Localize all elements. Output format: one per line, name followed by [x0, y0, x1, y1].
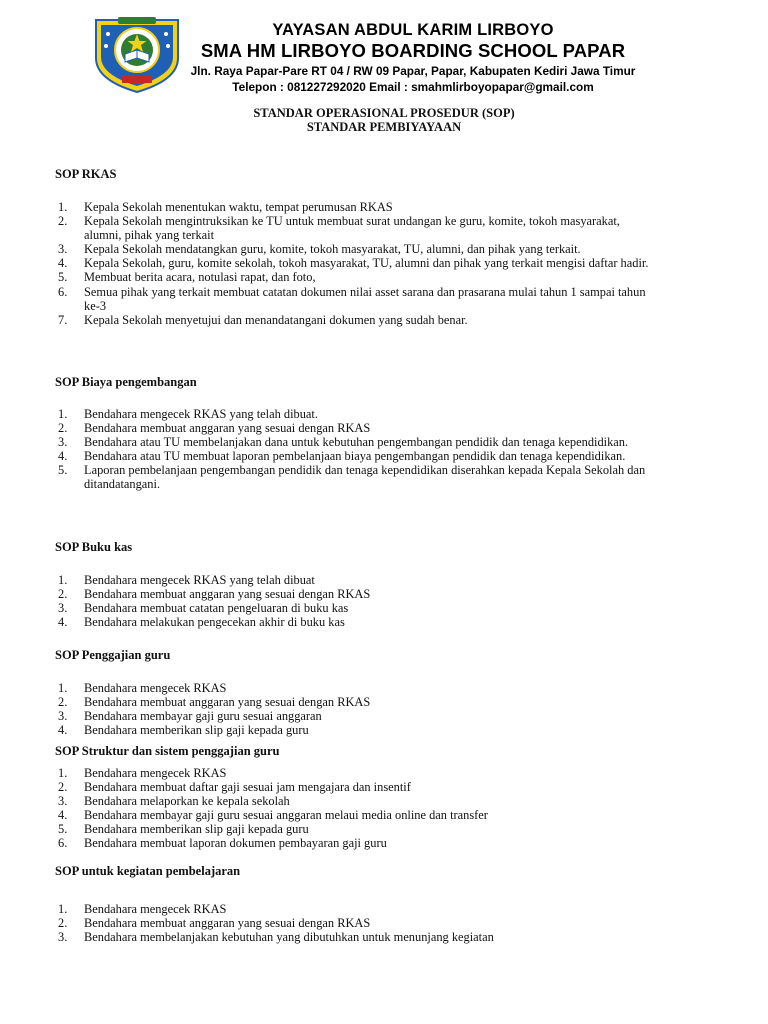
list-item: 6. Semua pihak yang terkait membuat catatan dokumen nilai asset sarana dan prasarana mulai tahun 1 sampai tahun ke-3 — [58, 284, 646, 313]
item-number: 6. — [58, 284, 68, 299]
school-logo — [88, 14, 186, 94]
item-number: 3. — [58, 435, 68, 450]
item-number: 7. — [58, 312, 68, 327]
section-heading-kegiatan-pembelajaran: SOP untuk kegiatan pembelajaran — [55, 864, 241, 878]
title-line-2: STANDAR PEMBIYAYAAN — [306, 120, 462, 134]
list-rkas — [55, 200, 650, 327]
letterhead — [88, 14, 636, 94]
list-item: 2. Bendahara membuat daftar gaji sesuai jam mengajara dan insentif — [58, 780, 411, 795]
list-item: 1. Kepala Sekolah menentukan waktu, tempat perumusan RKAS — [58, 200, 393, 214]
list-item: 2. Bendahara membuat anggaran yang sesuai dengan RKAS — [58, 695, 371, 710]
list-item: 2. Bendahara membuat anggaran yang sesuai dengan RKAS — [58, 421, 371, 436]
list-item: 2. Bendahara membuat anggaran yang sesuai dengan RKAS — [58, 916, 371, 931]
item-number: 3. — [58, 930, 68, 945]
list-item: 2. Bendahara membuat anggaran yang sesuai dengan RKAS — [58, 587, 371, 602]
school-contact: Telepon : 081227292020 Email : smahmlirboyopapar@gmail.com — [232, 80, 594, 94]
document-title — [0, 106, 768, 134]
list-item: 4. Bendahara membayar gaji guru sesuai anggaran melaui media online dan transfer — [58, 808, 488, 823]
item-number: 4. — [58, 615, 68, 630]
list-kegiatan-pembelajaran — [55, 902, 650, 944]
item-number: 4. — [58, 256, 68, 271]
list-item: 3. Bendahara atau TU membelanjakan dana untuk kebutuhan pengembangan pendidik dan tenaga kependidikan. — [58, 435, 629, 450]
item-number: 3. — [58, 242, 68, 257]
list-item: 1. Bendahara mengecek RKAS — [58, 681, 227, 695]
item-number: 2. — [58, 421, 68, 436]
list-item: 1. Bendahara mengecek RKAS yang telah dibuat. — [58, 407, 318, 421]
list-item: 3. Bendahara membayar gaji guru sesuai anggaran — [58, 709, 322, 724]
section-heading-rkas: SOP RKAS — [55, 167, 117, 181]
item-number: 4. — [58, 449, 68, 464]
item-number: 3. — [58, 794, 68, 809]
item-number: 2. — [58, 916, 68, 931]
section-heading-biaya-pengembangan: SOP Biaya pengembangan — [55, 375, 197, 389]
list-penggajian-guru — [55, 681, 650, 737]
list-item: 3. Bendahara melaporkan ke kepala sekolah — [58, 794, 290, 809]
item-number: 1. — [58, 573, 68, 587]
list-buku-kas — [55, 573, 650, 629]
list-item: 3. Kepala Sekolah mendatangkan guru, komite, tokoh masyarakat, TU, alumni, dan pihak yang terkait. — [58, 242, 581, 257]
foundation-name: YAYASAN ABDUL KARIM LIRBOYO — [272, 21, 554, 39]
item-number: 6. — [58, 836, 68, 851]
school-address: Jln. Raya Papar-Pare RT 04 / RW 09 Papar, Papar, Kabupaten Kediri Jawa Timur — [190, 64, 636, 78]
list-item: 5. Bendahara memberikan slip gaji kepada guru — [58, 822, 309, 837]
list-item: 5. Laporan pembelanjaan pengembangan pendidik dan tenaga kependidikan diserahkan kepada Kepala Sekolah dan ditandatangani. — [58, 463, 646, 492]
title-line-1: STANDAR OPERASIONAL PROSEDUR (SOP) — [253, 106, 515, 120]
list-struktur-penggajian — [55, 766, 650, 851]
item-number: 2. — [58, 695, 68, 710]
list-item: 5. Membuat berita acara, notulasi rapat, dan foto, — [58, 270, 316, 285]
item-number: 1. — [58, 407, 68, 421]
item-number: 5. — [58, 822, 68, 837]
item-number: 5. — [58, 463, 68, 478]
list-biaya-pengembangan — [55, 407, 650, 492]
item-number: 3. — [58, 601, 68, 616]
item-number: 2. — [58, 214, 68, 229]
item-number: 1. — [58, 766, 68, 780]
item-number: 4. — [58, 808, 68, 823]
section-heading-struktur-penggajian: SOP Struktur dan sistem penggajian guru — [55, 744, 280, 758]
item-number: 3. — [58, 709, 68, 724]
list-item: 4. Bendahara atau TU membuat laporan pembelanjaan biaya pengembangan pendidik dan tenaga kependidikan. — [58, 449, 626, 464]
list-item: 3. Bendahara membelanjakan kebutuhan yang dibutuhkan untuk menunjang kegiatan — [58, 930, 494, 945]
section-heading-buku-kas: SOP Buku kas — [55, 540, 133, 554]
list-item: 1. Bendahara mengecek RKAS — [58, 766, 227, 780]
item-number: 2. — [58, 780, 68, 795]
item-number: 5. — [58, 270, 68, 285]
list-item: 7. Kepala Sekolah menyetujui dan menandatangani dokumen yang sudah benar. — [58, 312, 468, 327]
list-item: 1. Bendahara mengecek RKAS — [58, 902, 227, 916]
list-item: 6. Bendahara membuat laporan dokumen pembayaran gaji guru — [58, 836, 387, 851]
list-item: 4. Bendahara melakukan pengecekan akhir di buku kas — [58, 615, 345, 630]
list-item: 2. Kepala Sekolah mengintruksikan ke TU untuk membuat surat undangan ke guru, komite, tokoh masyarakat, alumni, pihak yang terkait — [58, 214, 620, 243]
item-number: 1. — [58, 200, 68, 214]
list-item: 1. Bendahara mengecek RKAS yang telah dibuat — [58, 573, 315, 587]
school-name: SMA HM LIRBOYO BOARDING SCHOOL PAPAR — [200, 40, 626, 61]
list-item: 4. Bendahara memberikan slip gaji kepada guru — [58, 723, 309, 738]
item-number: 2. — [58, 587, 68, 602]
list-item: 4. Kepala Sekolah, guru, komite sekolah, tokoh masyarakat, TU, alumni dan pihak yang terkait mengisi daftar hadir. — [58, 256, 649, 271]
item-number: 1. — [58, 681, 68, 695]
item-number: 4. — [58, 723, 68, 738]
list-item: 3. Bendahara membuat catatan pengeluaran di buku kas — [58, 601, 349, 616]
item-number: 1. — [58, 902, 68, 916]
section-heading-penggajian-guru: SOP Penggajian guru — [55, 648, 171, 662]
